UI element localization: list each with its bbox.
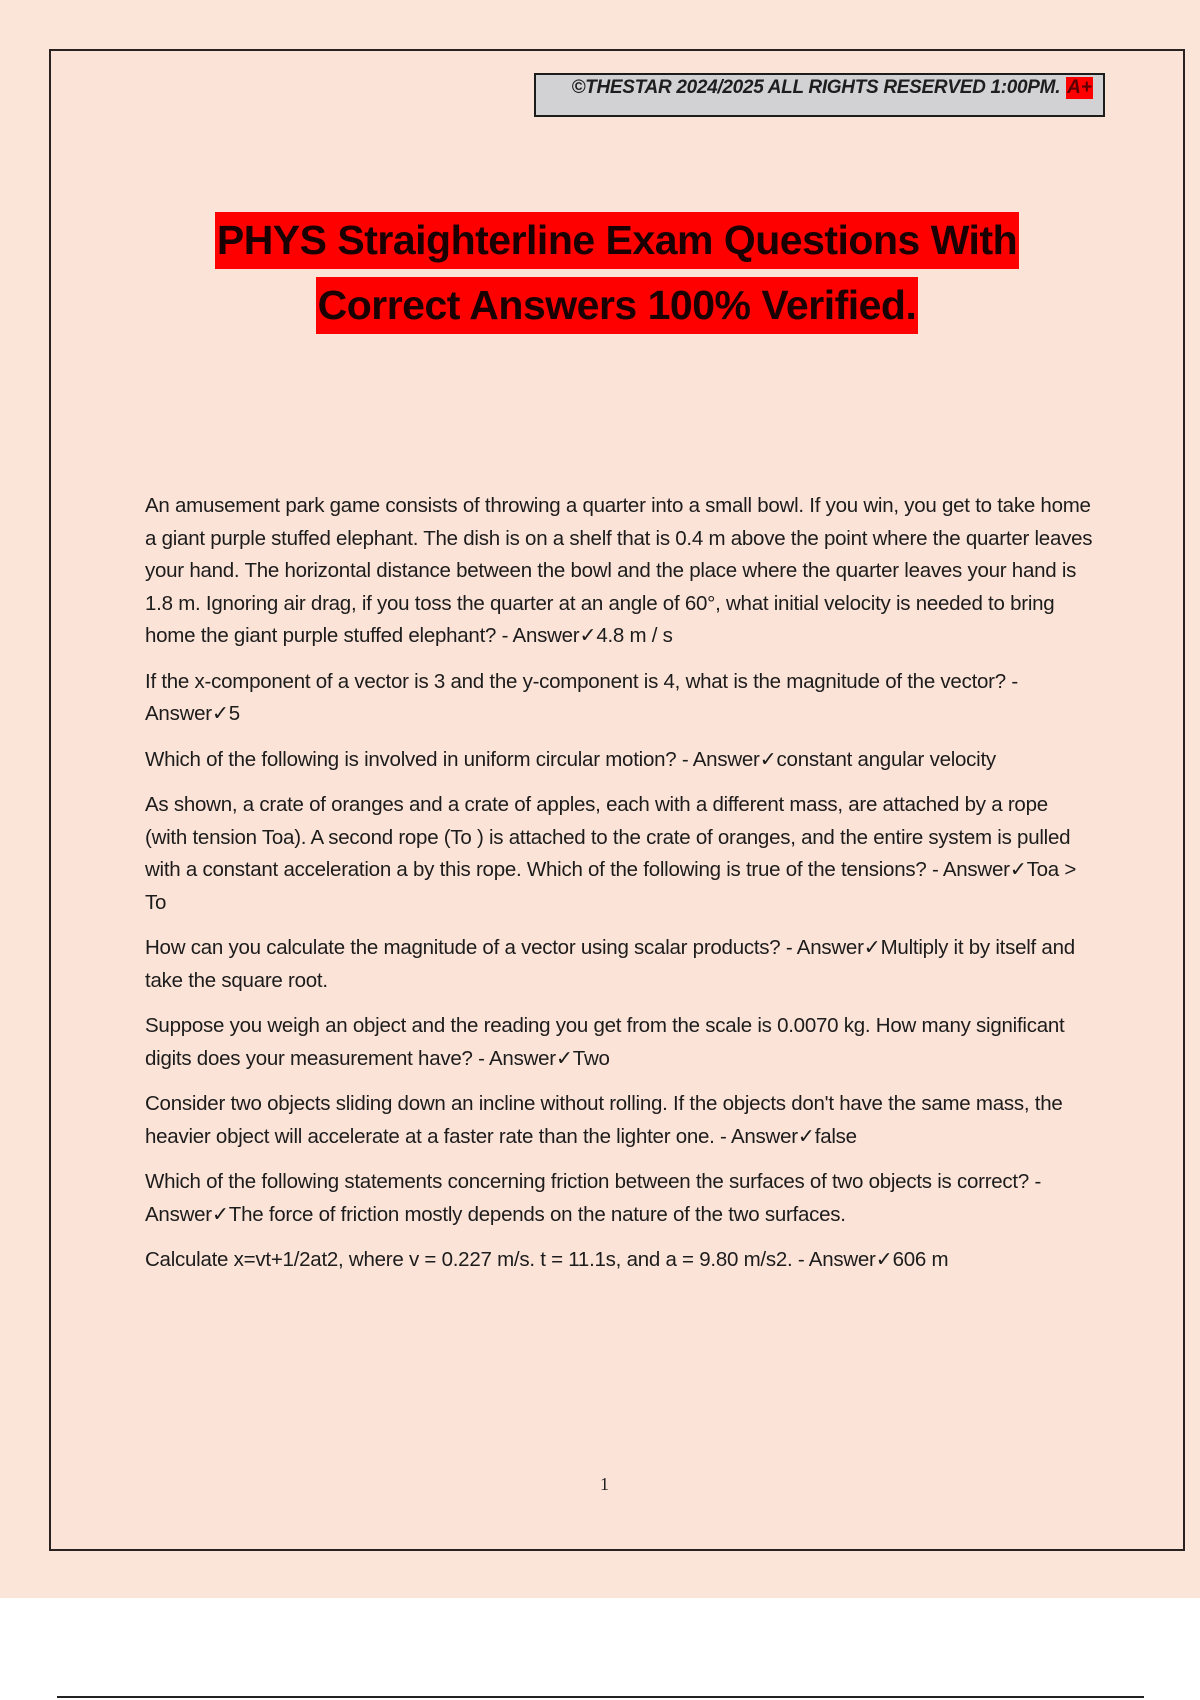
document-title xyxy=(49,212,1185,334)
page-number: 1 xyxy=(600,1474,609,1494)
answer-text: 4.8 m / s xyxy=(596,624,673,647)
qa-item xyxy=(145,932,1095,997)
answer-text: false xyxy=(814,1124,857,1148)
answer-text: 5 xyxy=(228,702,240,725)
grade-badge: A+ xyxy=(1067,77,1092,98)
answer-text: Multiply it by itself and take the square root. xyxy=(145,936,1075,992)
question-text: Suppose you weigh an object and the reading you get from the scale is 0.0070 kg. How many significant digits does your measurement have? - xyxy=(145,1014,1065,1070)
question-text: How can you calculate the magnitude of a vector using scalar products? - xyxy=(145,936,797,959)
answer-check-label: Answer✓ xyxy=(145,702,229,725)
qa-item xyxy=(145,789,1095,919)
answer-check-label: Answer✓ xyxy=(942,858,1027,881)
answer-text: Toa > To xyxy=(145,858,1077,914)
answer-check-label: Answer✓ xyxy=(808,1248,893,1271)
answer-text: 606 m xyxy=(892,1248,949,1271)
answer-check-label: Answer✓ xyxy=(489,1046,573,1070)
question-text: Which of the following is involved in uniform circular motion? - xyxy=(145,747,693,771)
answer-check-label: Answer✓ xyxy=(796,936,881,959)
qa-item xyxy=(145,1088,1095,1153)
answer-check-label: Answer✓ xyxy=(145,1202,229,1226)
question-answer-list xyxy=(145,490,1095,1290)
question-text: Calculate x=vt+1/2at2, where v = 0.227 m/s. t = 11.1s, and a = 9.80 m/s2. - xyxy=(145,1248,809,1271)
qa-item xyxy=(145,744,1095,777)
answer-text: constant angular velocity xyxy=(776,747,996,771)
title-line-2: Correct Answers 100% Verified. xyxy=(316,277,919,334)
answer-text: The force of friction mostly depends on the nature of the two surfaces. xyxy=(228,1202,846,1226)
copyright-text: ©THESTAR 2024/2025 ALL RIGHTS RESERVED 1:00PM. xyxy=(571,77,1061,98)
title-line-1: PHYS Straighterline Exam Questions With xyxy=(215,212,1019,269)
question-text: An amusement park game consists of throwing a quarter into a small bowl. If you win, you get to take home a giant purple stuffed elephant. The dish is on a shelf that is 0.4 m above the point where the quarter leaves your hand. The horizontal distance between the bowl and the place where the quarter leaves your hand is 1.8 m. Ignoring air drag, if you toss the quarter at an angle of 60°, what initial velocity is needed to bring home the giant purple stuffed elephant? - xyxy=(145,494,1093,647)
qa-item xyxy=(145,1166,1095,1231)
question-text: Consider two objects sliding down an incline without rolling. If the objects don't have the same mass, the heavier object will accelerate at a faster rate than the lighter one. - xyxy=(145,1092,1063,1148)
answer-check-label: Answer✓ xyxy=(730,1124,815,1148)
answer-check-label: Answer✓ xyxy=(692,747,777,771)
qa-item xyxy=(145,1010,1095,1075)
question-text: If the x-component of a vector is 3 and the y-component is 4, what is the magnitude of the vector? - xyxy=(145,669,1018,693)
qa-item xyxy=(145,666,1095,731)
question-text: As shown, a crate of oranges and a crate of apples, each with a different mass, are attached by a rope (with tension Toa). A second rope (To ) is attached to the crate of oranges, and the entire system is pulled with a constant acceleration a by this rope. Which of the following is true of the tensions? - xyxy=(145,793,1071,881)
footer-divider xyxy=(57,1696,1144,1698)
question-text: Which of the following statements concerning friction between the surfaces of two objects is correct? - xyxy=(145,1170,1042,1193)
qa-item xyxy=(145,1244,1095,1277)
copyright-header xyxy=(534,73,1105,117)
answer-check-label: Answer✓ xyxy=(512,624,597,647)
answer-text: Two xyxy=(572,1046,610,1070)
qa-item xyxy=(145,490,1095,653)
